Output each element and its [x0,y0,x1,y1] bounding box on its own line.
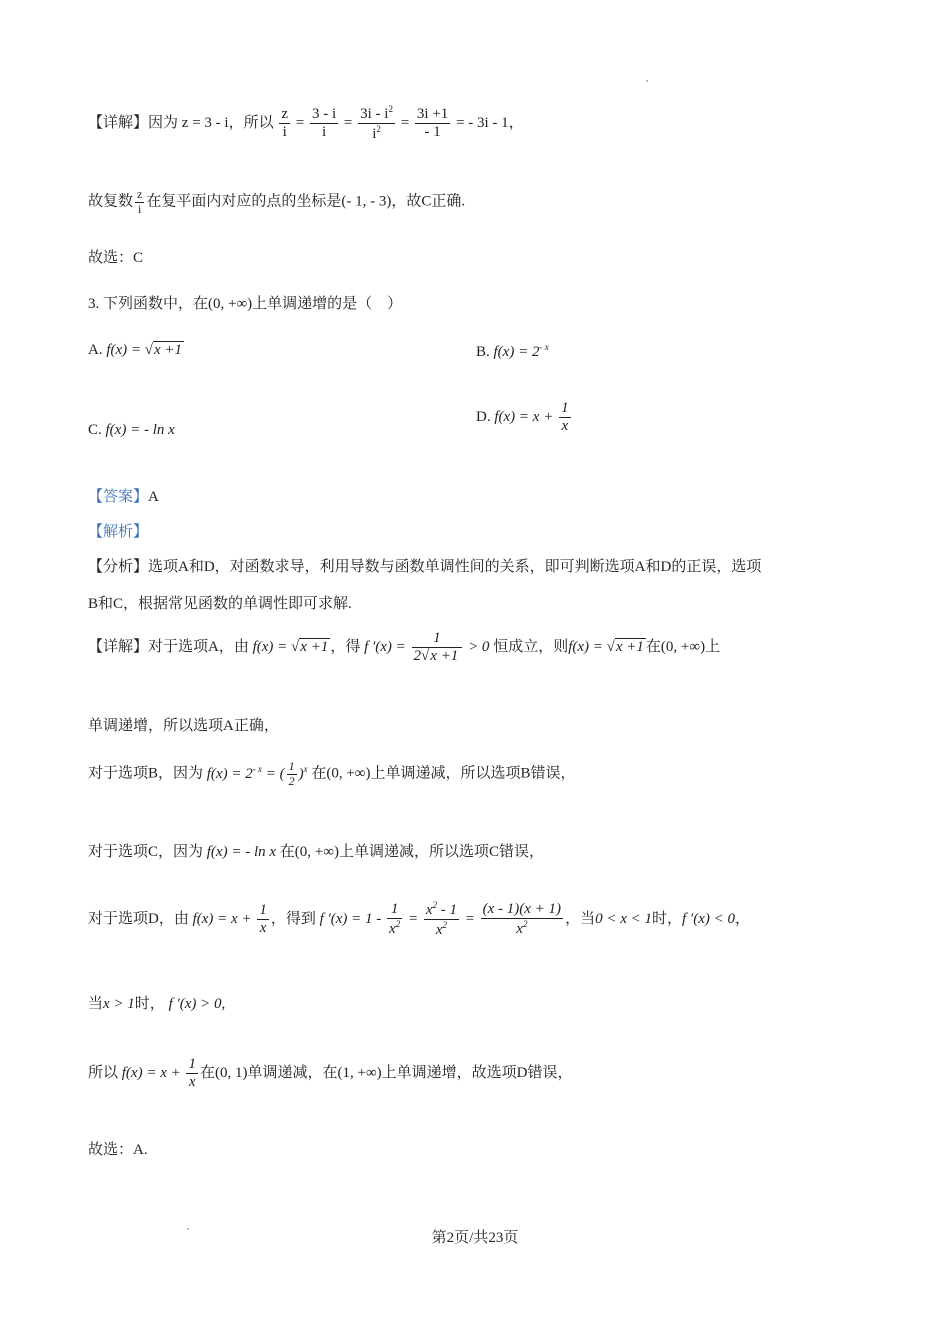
option-b-expr: $f(x) = 2^{- x}$ [493,342,549,360]
fraction-z-over-i: $\frac{z}{i}$ [281,106,288,141]
detail-c-line: 对于选项C，因为 f(x) = - ln x 在(0, +∞)上单调递减，所以选项C错误， [88,844,544,860]
interval: (0, +∞) [208,296,253,312]
choice-c: 故选：C [88,250,144,266]
fraction-3i1-over-m1: $\frac{3i +1}{- 1}$ [416,106,449,141]
detail-a-line: 【详解】对于选项A，由 f(x) = √x +1 ，得 f ′(x) = $\frac{1}{2√x +1}$ > 0 恒成立，则f(x) = √x +1 在(0, +∞)上 [88,630,721,665]
detail-b-line: 对于选项B，因为 $f(x) = 2^{- x}$ = ( $\frac{1}{2}$ )$^x$ 在(0, +∞)上单调递减，所以选项B错误， [88,759,576,788]
option-c-expr: f(x) = - ln x [105,422,175,438]
detail-text: 因为 [148,115,179,132]
analysis-line-2: B和C，根据常见函数的单调性即可求解. [88,596,352,612]
detail-text: ，所以 [228,115,274,132]
option-c: C. f(x) = - ln x [88,422,175,438]
detail-a-line-2: 单调递增，所以选项A正确， [88,718,279,734]
option-d-expr: f(x) = x + $\frac{1}{x}$ [494,400,569,435]
detail-line-1: 【详解】因为 z = 3 - i，所以 $\frac{z}{i}$ = $\frac{3 - i}{i}$ = $\frac{3i - i^2}{i^2}$ = $\frac{3i +1}{- 1}$ = - 3i - 1， [88,104,524,143]
analysis-line-1: 【分析】选项A和D，对函数求导，利用导数与函数单调性间的关系，即可判断选项A和D的正误，选项 [88,559,762,575]
question-3: 3. 下列函数中，在(0, +∞)上单调递增的是（ ） [88,296,403,312]
fraction-3mi-over-i: $\frac{3 - i}{i}$ [311,106,337,141]
detail-label: 【详解】 [88,115,149,132]
z-expression: z = 3 - i [181,115,229,132]
fraction-3i-i2-over-i2: $\frac{3i - i^2}{i^2}$ [360,104,393,143]
fraction-z-over-i-small: $\frac{z}{i}$ [137,187,143,216]
option-d: D. f(x) = x + $\frac{1}{x}$ [476,400,573,436]
choice-a: 故选：A. [88,1142,148,1158]
detail-d-line: 对于选项D，由 f(x) = x + $\frac{1}{x}$ ，得到 f ′(x) = 1 - $\frac{1}{x^2}$ = $\frac{x^2 - 1}{x^2}$ = $\frac{(x - 1)(x + 1)}{x^2}$ ，当0 < x < 1时，f ′(x) < 0， [88,900,750,939]
option-a-expr: f(x) = √x +1 [106,342,183,358]
detail-line-2: 故复数 $\frac{z}{i}$ 在复平面内对应的点的坐标是(- 1, - 3)，故C正确. [88,187,466,216]
detail-d-line-3: 所以 f(x) = x + $\frac{1}{x}$ 在(0, 1)单调递减，在(1, +∞)上单调递增，故选项D错误， [88,1056,573,1091]
coordinate: (- 1, - 3) [341,193,392,210]
detail-d-line-2: 当x > 1时， f ′(x) > 0, [88,996,226,1012]
option-a: A. f(x) = √x +1 [88,342,183,358]
answer: 【答案】A [88,489,159,505]
option-b: B. $f(x) = 2^{- x}$ [476,342,549,360]
analysis-label: 【解析】 [88,524,149,540]
page-dot-top [646,80,648,82]
page-footer: 第2页/共23页 [431,1230,519,1246]
